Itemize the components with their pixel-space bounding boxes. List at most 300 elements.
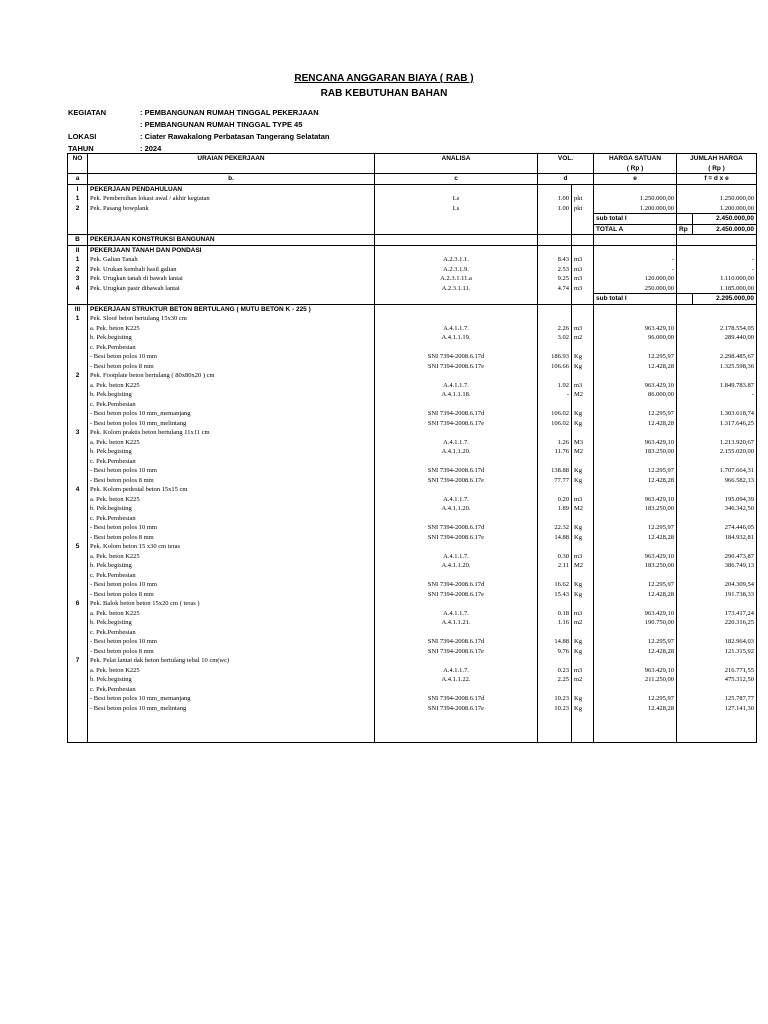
row-number: 2 [68, 265, 88, 275]
rab-table [67, 153, 757, 743]
work-description: - Besi beton polos 10 mm [88, 580, 375, 590]
empty-cell [68, 713, 88, 723]
work-description: Pek. Galian Tanah [88, 255, 375, 265]
total-price: - [693, 265, 757, 275]
table-row [68, 495, 757, 505]
empty-cell [677, 495, 693, 505]
work-description: - Besi beton polos 8 mm [88, 590, 375, 600]
work-description: Pek. Sloof beton bertulang 15x30 cm [88, 314, 375, 324]
table-row [68, 637, 757, 647]
empty-cell [677, 618, 693, 628]
analysis-code: A.4.1.1.20. [375, 504, 538, 514]
work-description: a. Pek. beton K225 [88, 438, 375, 448]
total-price: 191.738,33 [693, 590, 757, 600]
project-info [68, 107, 330, 155]
analysis-code [375, 428, 538, 438]
work-description: PEKERJAAN PENDAHULUAN [88, 184, 375, 194]
unit-price: 963.429,10 [594, 495, 677, 505]
analysis-code: SNI 7394-2008.6.17e [375, 362, 538, 372]
header-col-d: d [538, 174, 594, 185]
unit [572, 514, 594, 524]
analysis-code: A.4.1.1.7. [375, 609, 538, 619]
empty-cell [693, 732, 757, 742]
row-number [68, 419, 88, 429]
work-description: b. Pek.begisting [88, 561, 375, 571]
unit-price: 190.750,00 [594, 618, 677, 628]
work-description: c. Pek.Pembesian [88, 571, 375, 581]
row-number [68, 704, 88, 714]
unit: Kg [572, 352, 594, 362]
analysis-code: Ls [375, 204, 538, 214]
info-value: : PEMBANGUNAN RUMAH TINGGAL PEKERJAAN [140, 108, 319, 117]
volume: 106.02 [538, 419, 572, 429]
unit: Kg [572, 647, 594, 657]
info-row-lokasi [68, 131, 330, 143]
total-price: 204.309,54 [693, 580, 757, 590]
empty-cell [677, 523, 693, 533]
analysis-code: A.4.1.1.19. [375, 333, 538, 343]
empty-cell [677, 204, 693, 214]
empty-cell [677, 235, 693, 246]
work-description: c. Pek.Pembesian [88, 628, 375, 638]
table-row [68, 647, 757, 657]
work-description: Pek. Kolom praktis beton bertulang 11x11 cm [88, 428, 375, 438]
analysis-code: A.4.1.1.22. [375, 675, 538, 685]
table-row [68, 466, 757, 476]
row-number [68, 390, 88, 400]
unit-price: 12.428,28 [594, 419, 677, 429]
unit: Kg [572, 523, 594, 533]
empty-cell [677, 381, 693, 391]
analysis-code: A.2.3.1.11. [375, 284, 538, 294]
row-number [68, 362, 88, 372]
work-description: - Besi beton polos 8 mm [88, 476, 375, 486]
table-row [68, 274, 757, 284]
unit [572, 599, 594, 609]
volume: 22.32 [538, 523, 572, 533]
empty-cell [68, 224, 88, 235]
table-row [68, 552, 757, 562]
total-price: 475.312,50 [693, 675, 757, 685]
info-label: KEGIATAN [68, 108, 107, 117]
table-row [68, 476, 757, 486]
work-description: Pek. Kolom pedestal beton 15x15 cm [88, 485, 375, 495]
table-row [68, 381, 757, 391]
row-number [68, 628, 88, 638]
table-row [68, 685, 757, 695]
row-number [68, 476, 88, 486]
empty-cell [677, 599, 693, 609]
empty-cell [572, 294, 594, 305]
unit-price: 183.250,00 [594, 561, 677, 571]
unit-price [594, 245, 677, 255]
work-description: - Besi beton polos 8 mm [88, 647, 375, 657]
table-row [68, 618, 757, 628]
empty-cell [68, 723, 88, 733]
row-number [68, 647, 88, 657]
unit [572, 457, 594, 467]
empty-cell [677, 333, 693, 343]
empty-cell [677, 590, 693, 600]
section-row [68, 304, 757, 314]
table-row [68, 656, 757, 666]
empty-cell [538, 732, 572, 742]
total-price [693, 371, 757, 381]
empty-cell [677, 438, 693, 448]
table-row [68, 265, 757, 275]
empty-cell [68, 294, 88, 305]
empty-row [68, 732, 757, 742]
unit-price: 963.429,10 [594, 438, 677, 448]
total-price: 127.141,30 [693, 704, 757, 714]
empty-cell [677, 274, 693, 284]
volume: 106.02 [538, 409, 572, 419]
unit [572, 184, 594, 194]
unit: m3 [572, 495, 594, 505]
table-row [68, 390, 757, 400]
empty-cell [88, 224, 375, 235]
unit: Kg [572, 637, 594, 647]
volume: 4.74 [538, 284, 572, 294]
header-col-f: f = d x e [677, 174, 757, 185]
row-number [68, 618, 88, 628]
volume: 106.66 [538, 362, 572, 372]
work-description: b. Pek.begisting [88, 675, 375, 685]
unit-price: 12.428,28 [594, 533, 677, 543]
empty-cell [677, 514, 693, 524]
total-price [693, 245, 757, 255]
header-row-letters [68, 174, 757, 185]
unit-price [594, 184, 677, 194]
table-row [68, 523, 757, 533]
unit [572, 343, 594, 353]
table-row [68, 419, 757, 429]
unit: M2 [572, 504, 594, 514]
empty-cell [594, 723, 677, 733]
table-row [68, 694, 757, 704]
table-row [68, 371, 757, 381]
row-number [68, 580, 88, 590]
table-row [68, 609, 757, 619]
volume: 3.02 [538, 333, 572, 343]
info-label: TAHUN [68, 144, 94, 153]
volume [538, 542, 572, 552]
analysis-code: A.4.1.1.7. [375, 552, 538, 562]
unit-price [594, 542, 677, 552]
unit-price: 963.429,10 [594, 666, 677, 676]
work-description: a. Pek. beton K225 [88, 609, 375, 619]
unit-price [594, 428, 677, 438]
volume: 2.26 [538, 324, 572, 334]
analysis-code [375, 400, 538, 410]
unit: Kg [572, 362, 594, 372]
table-row [68, 352, 757, 362]
row-number [68, 675, 88, 685]
work-description: c. Pek.Pembesian [88, 400, 375, 410]
analysis-code: SNI 7394-2008.6.17d [375, 637, 538, 647]
empty-cell [677, 666, 693, 676]
volume [538, 304, 572, 314]
table-row [68, 704, 757, 714]
unit-price: 1.250.000,00 [594, 194, 677, 204]
work-description: a. Pek. beton K225 [88, 324, 375, 334]
volume: 1.26 [538, 438, 572, 448]
unit-price: 12.295,97 [594, 637, 677, 647]
volume: 9.25 [538, 274, 572, 284]
work-description: a. Pek. beton K225 [88, 552, 375, 562]
table-row [68, 675, 757, 685]
analysis-code [375, 628, 538, 638]
empty-cell [677, 637, 693, 647]
total-price [693, 514, 757, 524]
total-price [693, 428, 757, 438]
empty-cell [677, 609, 693, 619]
volume: 0.23 [538, 666, 572, 676]
unit [572, 304, 594, 314]
empty-cell [677, 675, 693, 685]
row-number [68, 400, 88, 410]
row-number [68, 447, 88, 457]
unit: m3 [572, 284, 594, 294]
empty-cell [677, 542, 693, 552]
volume: 2.11 [538, 561, 572, 571]
work-description: b. Pek.begisting [88, 504, 375, 514]
row-number [68, 343, 88, 353]
empty-cell [375, 713, 538, 723]
unit-price [594, 485, 677, 495]
empty-cell [677, 419, 693, 429]
header-col-c: c [375, 174, 538, 185]
total-price: 184.932,81 [693, 533, 757, 543]
row-number [68, 333, 88, 343]
volume: 10.23 [538, 694, 572, 704]
empty-cell [375, 214, 538, 225]
table-row [68, 343, 757, 353]
empty-cell [538, 713, 572, 723]
row-number [68, 590, 88, 600]
analysis-code [375, 571, 538, 581]
total-price: 289.440,00 [693, 333, 757, 343]
unit-price: 96.000,00 [594, 333, 677, 343]
analysis-code: Ls [375, 194, 538, 204]
work-description: Pek. Urugkan tanah di bawah lantai [88, 274, 375, 284]
unit-price: 12.295,97 [594, 352, 677, 362]
empty-cell [677, 713, 693, 723]
row-number [68, 552, 88, 562]
unit: m3 [572, 265, 594, 275]
table-row [68, 504, 757, 514]
analysis-code: A.2.3.1.1. [375, 255, 538, 265]
empty-cell [677, 324, 693, 334]
total-price [693, 485, 757, 495]
unit [572, 485, 594, 495]
work-description: - Besi beton polos 10 mm_melintang [88, 704, 375, 714]
total-price [693, 656, 757, 666]
total-price [693, 571, 757, 581]
analysis-code [375, 457, 538, 467]
unit-price: 12.428,28 [594, 590, 677, 600]
table-row [68, 457, 757, 467]
table-row [68, 485, 757, 495]
row-number [68, 495, 88, 505]
empty-cell [677, 314, 693, 324]
unit [572, 235, 594, 246]
unit: M3 [572, 438, 594, 448]
analysis-code: SNI 7394-2008.6.17d [375, 580, 538, 590]
analysis-code: A.2.3.1.9. [375, 265, 538, 275]
analysis-code: A.4.1.1.7. [375, 666, 538, 676]
empty-cell [677, 371, 693, 381]
unit: m3 [572, 381, 594, 391]
volume [538, 245, 572, 255]
empty-cell [538, 723, 572, 733]
volume: 1.00 [538, 194, 572, 204]
row-number: 3 [68, 274, 88, 284]
unit [572, 428, 594, 438]
volume: - [538, 390, 572, 400]
unit-price: 250.000,00 [594, 284, 677, 294]
unit: m3 [572, 552, 594, 562]
empty-cell [375, 732, 538, 742]
volume: 0.20 [538, 495, 572, 505]
empty-row [68, 723, 757, 733]
empty-cell [375, 723, 538, 733]
table-row [68, 333, 757, 343]
info-value: : Ciater Rawakalong Perbatasan Tangerang Selatatan [140, 132, 330, 141]
row-number [68, 514, 88, 524]
unit: M2 [572, 561, 594, 571]
unit-price: 120.000,00 [594, 274, 677, 284]
row-number [68, 666, 88, 676]
table-row [68, 571, 757, 581]
empty-cell [677, 504, 693, 514]
empty-cell [677, 628, 693, 638]
total-price: 220.316,25 [693, 618, 757, 628]
table-row [68, 324, 757, 334]
row-number: 6 [68, 599, 88, 609]
unit: pkt [572, 204, 594, 214]
total-price: 1.325.598,36 [693, 362, 757, 372]
empty-cell [594, 713, 677, 723]
unit: m3 [572, 609, 594, 619]
work-description: - Besi beton polos 10 mm [88, 637, 375, 647]
header-uraian: URAIAN PEKERJAAN [88, 154, 375, 164]
header-vol: VOL. [538, 154, 594, 164]
volume [538, 428, 572, 438]
total-price: 1.317.646,25 [693, 419, 757, 429]
unit-price [594, 599, 677, 609]
analysis-code: SNI 7394-2008.6.17e [375, 419, 538, 429]
unit-price [594, 371, 677, 381]
volume: 11.76 [538, 447, 572, 457]
empty-cell [677, 552, 693, 562]
section-row [68, 235, 757, 246]
work-description: PEKERJAAN STRUKTUR BETON BERTULANG ( MUTU BETON K - 225 ) [88, 304, 375, 314]
unit-price: 12.295,97 [594, 694, 677, 704]
unit [572, 656, 594, 666]
work-description: Pek. Footplate beton bertulang ( 80x80x20 ) cm [88, 371, 375, 381]
total-price: 121.315,92 [693, 647, 757, 657]
unit-price [594, 571, 677, 581]
total-price: 182.964,03 [693, 637, 757, 647]
work-description: - Besi beton polos 10 mm [88, 466, 375, 476]
row-number [68, 685, 88, 695]
volume [538, 235, 572, 246]
work-description: - Besi beton polos 10 mm_melintang [88, 419, 375, 429]
unit [572, 685, 594, 695]
unit-price: 12.295,97 [594, 523, 677, 533]
empty-cell [677, 685, 693, 695]
table-row [68, 438, 757, 448]
analysis-code [375, 314, 538, 324]
subtotal-value: 2.450.000,00 [693, 214, 757, 225]
unit-price [594, 400, 677, 410]
unit: Kg [572, 590, 594, 600]
row-number [68, 533, 88, 543]
volume: 1.16 [538, 618, 572, 628]
row-number: 2 [68, 371, 88, 381]
total-price: 966.582,13 [693, 476, 757, 486]
row-number [68, 457, 88, 467]
unit: Kg [572, 580, 594, 590]
work-description: - Besi beton polos 10 mm [88, 523, 375, 533]
analysis-code: SNI 7394-2008.6.17e [375, 647, 538, 657]
unit-price [594, 514, 677, 524]
empty-cell [88, 214, 375, 225]
work-description: Pek. Urugkan pasir dibawah lantai [88, 284, 375, 294]
unit-price: - [594, 265, 677, 275]
table-row [68, 599, 757, 609]
analysis-code: SNI 7394-2008.6.17e [375, 476, 538, 486]
row-number [68, 609, 88, 619]
volume: 8.43 [538, 255, 572, 265]
unit-price: 12.295,97 [594, 580, 677, 590]
unit-price: 963.429,10 [594, 552, 677, 562]
volume: 1.92 [538, 381, 572, 391]
analysis-code: SNI 7394-2008.6.17e [375, 533, 538, 543]
volume [538, 628, 572, 638]
empty-cell [88, 723, 375, 733]
row-number [68, 504, 88, 514]
analysis-code [375, 685, 538, 695]
total-price: 1.849.783.87 [693, 381, 757, 391]
empty-cell [677, 284, 693, 294]
table-row [68, 428, 757, 438]
section-row [68, 184, 757, 194]
row-number: I [68, 184, 88, 194]
unit-price: 963.429,10 [594, 381, 677, 391]
empty-cell [677, 184, 693, 194]
volume: 15.43 [538, 590, 572, 600]
table-row [68, 400, 757, 410]
volume [538, 685, 572, 695]
subtotal-row [68, 294, 757, 305]
work-description: Pek. Pembersihan lokasi awal / akhir kegiatan [88, 194, 375, 204]
row-number: 3 [68, 428, 88, 438]
empty-cell [677, 533, 693, 543]
total-price [693, 685, 757, 695]
empty-cell [538, 294, 572, 305]
unit-price: 12.295,97 [594, 409, 677, 419]
unit-price: 963.429,10 [594, 324, 677, 334]
info-value: : 2024 [140, 144, 162, 153]
total-price [693, 184, 757, 194]
volume: 138.88 [538, 466, 572, 476]
table-row [68, 628, 757, 638]
subtotal-row [68, 224, 757, 235]
header-jumlah-harga: JUMLAH HARGA [677, 154, 757, 164]
analysis-code [375, 514, 538, 524]
